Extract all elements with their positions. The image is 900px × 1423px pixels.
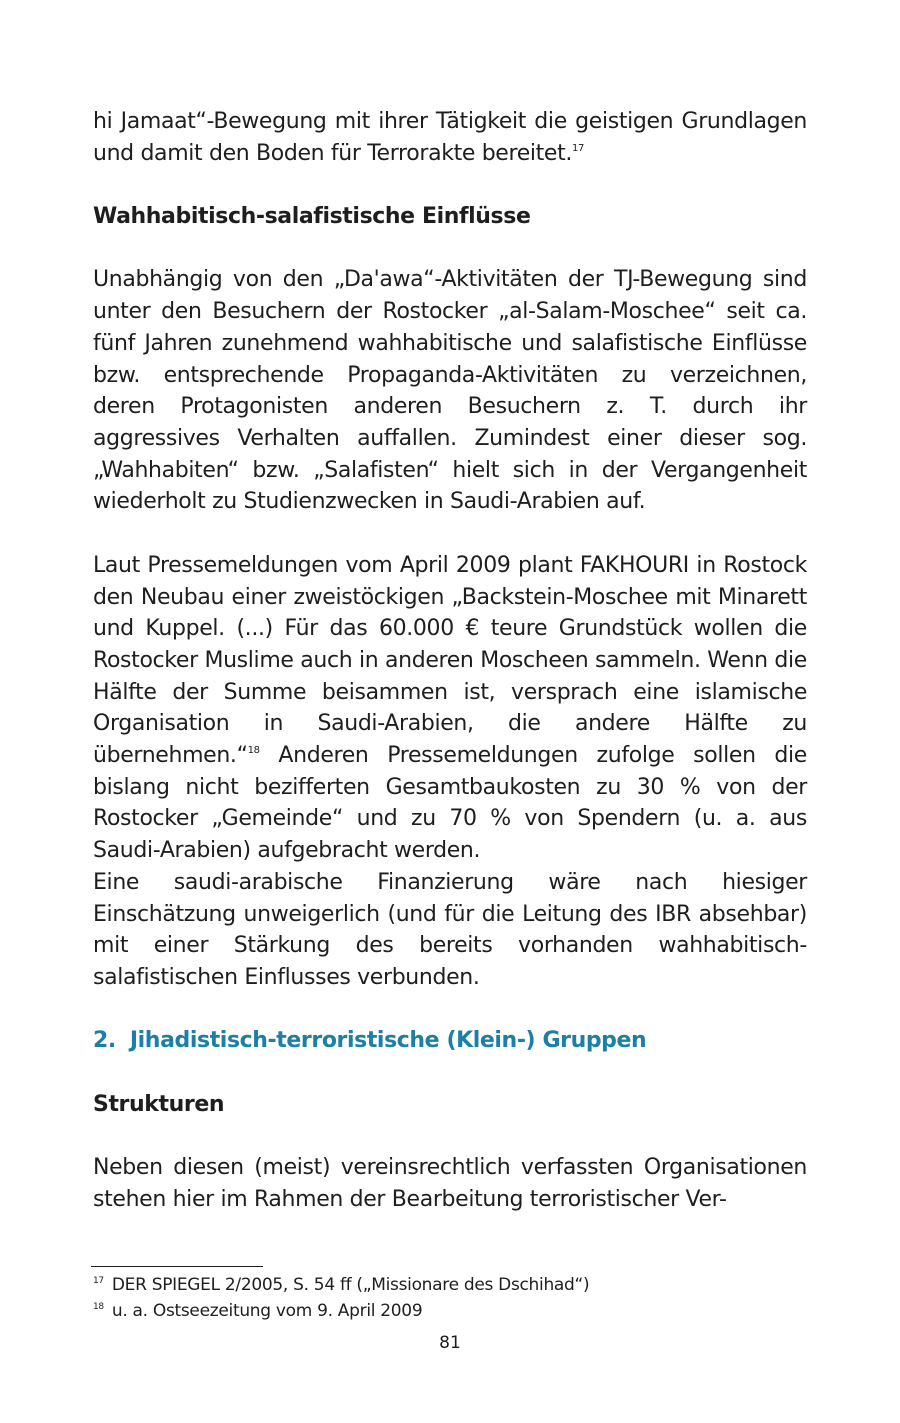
footnote-ref-17[interactable]: 17	[572, 142, 585, 154]
page-body	[93, 106, 807, 1216]
section-title: Jihadistisch-terroristische (Klein-) Gruppen	[129, 1028, 647, 1054]
paragraph-press: Laut Pressemeldungen vom April 2009 plant FAKHOURI in Rostock den Neubau einer zweistöckigen „Backstein-Moschee mit Minarett und Kuppel. (...) Für das 60.000 € teure Grundstück wollen die Rostocker Muslime auch in anderen Moscheen sammeln. Wenn die Hälfte der Summe beisammen ist, versprach eine islamische Organisation in Saudi-Arabien, die andere Hälfte zu übernehmen.“$^{18}$ Anderen Pressemeldungen zufolge sollen die bislang nicht bezifferten Gesamtbaukosten zu 30 % von der Rostocker „Gemeinde“ und zu 70 % von Spendern (u. a. aus Saudi-Arabien) aufgebracht werden.	[93, 552, 807, 864]
section-heading	[93, 1025, 807, 1057]
paragraph-structures: Neben diesen (meist) vereinsrechtlich verfassten Organisationen stehen hier im Rahmen der Bearbeitung terroristischer Ver-	[93, 1155, 807, 1212]
page-number: 81	[439, 1333, 461, 1353]
paragraph-influences: Unabhängig von den „Da'awa“-Aktivitäten der TJ-Bewegung sind unter den Besuchern der Rostocker „al-Salam-Moschee“ seit ca. fünf Jahren zunehmend wahhabitische und salafistische Einflüsse bzw. entsprechende Propaganda-Aktivitäten zu verzeichnen, deren Protagonisten anderen Besuchern z. T. durch ihr aggressives Verhalten auffallen. Zumindest einer dieser sog. „Wahhabiten“ bzw. „Salafisten“ hielt sich in der Vergangenheit wiederholt zu Studienzwecken in Saudi-Arabien auf.	[93, 267, 807, 515]
paragraph-intro: hi Jamaat“-Bewegung mit ihrer Tätigkeit die geistigen Grundlagen und damit den Boden für Terrorakte bereitet.$^{17}$	[93, 109, 807, 166]
footnote-17: $^{17}$ DER SPIEGEL 2/2005, S. 54 ff („Missionare des Dschihad“)	[93, 1275, 590, 1295]
subheading-wahhabi: Wahhabitisch-salafistische Einflüsse	[93, 204, 531, 230]
footnote-18: $^{18}$ u. a. Ostseezeitung vom 9. April 2009	[93, 1301, 423, 1321]
footnote-divider	[91, 1266, 263, 1267]
section-number: 2.	[93, 1028, 116, 1054]
footnote-ref-18[interactable]: 18	[247, 745, 260, 757]
paragraph-financing: Eine saudi-arabische Finanzierung wäre nach hiesiger Einschätzung unweigerlich (und für die Leitung des IBR absehbar) mit einer Stärkung des bereits vorhanden wahhabitisch-salafistischen Einflusses verbunden.	[93, 869, 807, 990]
subheading-strukturen: Strukturen	[93, 1091, 225, 1117]
footnotes	[93, 1272, 807, 1324]
